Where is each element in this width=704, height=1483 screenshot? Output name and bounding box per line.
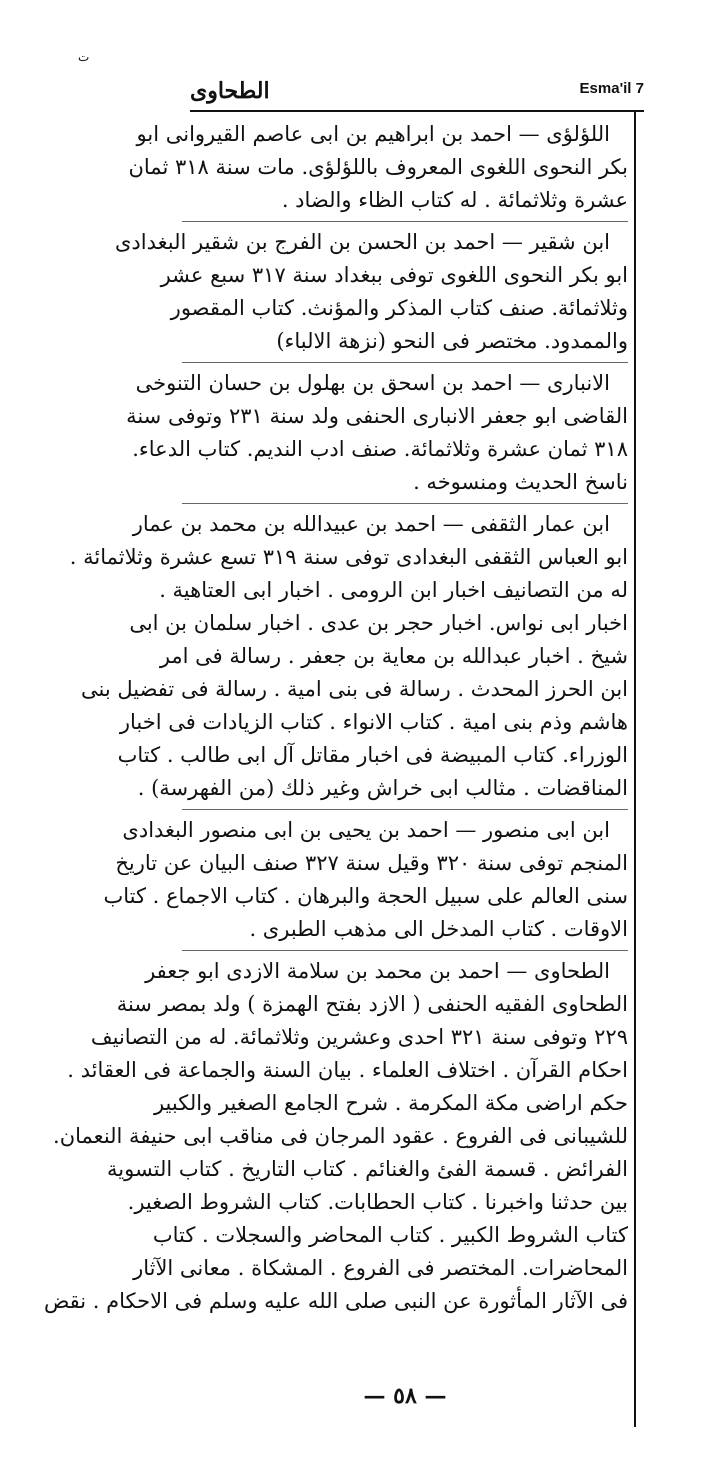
entry-line: حكم اراضى مكة المكرمة . شرح الجامع الصغير والكبير (153, 1091, 628, 1115)
entry-line: ابن الحرز المحدث . رسالة فى بنى امية . رسالة فى تفضيل بنى (81, 677, 628, 701)
entry-line: الطحاوى — احمد بن محمد بن سلامة الازدى ابو جعفر (145, 959, 610, 983)
entry-line: له من التصانيف اخبار ابن الرومى . اخبار ابى العتاهية . (159, 578, 628, 602)
entry-line: ابو العباس الثقفى البغدادى توفى سنة ٣١٩ تسع عشرة وثلاثمائة . (69, 545, 628, 569)
entry-divider (182, 950, 628, 951)
entry-line: المناقضات . مثالب ابى خراش وغير ذلك (من الفهرسة) . (137, 776, 628, 800)
entry-line: ٢٢٩ وتوفى سنة ٣٢١ احدى وعشرين وثلاثمائة. له من التصانيف (90, 1025, 628, 1049)
corner-mark: ت (78, 50, 90, 64)
entry-line: للشيبانى فى الفروع . عقود المرجان فى مناقب ابى حنيفة النعمان. (53, 1124, 628, 1148)
entry (128, 118, 628, 217)
entry-line: ابن ابى منصور — احمد بن يحيى بن ابى منصور البغدادى (122, 818, 610, 842)
entry-line: بكر النحوى اللغوى المعروف باللؤلؤى. مات سنة ٣١٨ ثمان (128, 155, 628, 179)
entry-line: كتاب الشروط الكبير . كتاب المحاضر والسجلات . كتاب (152, 1223, 628, 1247)
entry-line: الانبارى — احمد بن اسحق بن بهلول بن حسان التنوخى (135, 371, 610, 395)
entry-line: الفرائض . قسمة الفئ والغنائم . كتاب التاريخ . كتاب التسوية (107, 1157, 628, 1181)
entry-line: عشرة وثلاثمائة . له كتاب الظاء والضاد . (281, 188, 628, 212)
entry-line: ٣١٨ ثمان عشرة وثلاثمائة. صنف ادب النديم. كتاب الدعاء. (132, 437, 628, 461)
entry (43, 955, 628, 1318)
entry-line: ابو بكر النحوى اللغوى توفى ببغداد سنة ٣١٧ سبع عشر (160, 263, 628, 287)
entry (126, 367, 628, 499)
entry-line: المنجم توفى سنة ٣٢٠ وقيل سنة ٣٢٧ صنف البيان عن تاريخ (115, 851, 628, 875)
entry-line: الاوقات . كتاب المدخل الى مذهب الطبرى . (249, 917, 628, 941)
entry-line: شيخ . اخبار عبدالله بن معاية بن جعفر . رسالة فى امر (159, 644, 628, 668)
entry-line: اللؤلؤى — احمد بن ابراهيم بن ابى عاصم القيروانى ابو (136, 122, 610, 146)
entry-line: القاضى ابو جعفر الانبارى الحنفى ولد سنة ٢٣١ وتوفى سنة (126, 404, 628, 428)
entry-line: المحاضرات. المختصر فى الفروع . المشكاة . معانى الآثار (133, 1256, 628, 1280)
page-body (43, 118, 628, 1318)
header-title: الطحاوى (190, 78, 270, 104)
entry-line: احكام القرآن . اختلاف العلماء . بيان السنة والجماعة فى العقائد . (67, 1058, 628, 1082)
running-header (190, 72, 644, 108)
entry-line: ابن شقير — احمد بن الحسن بن الفرج بن شقير البغدادى (114, 230, 610, 254)
entry (114, 226, 628, 358)
header-code: Esma'il 7 (579, 80, 644, 97)
entry-divider (182, 809, 628, 810)
header-rule (190, 110, 644, 112)
entry-line: اخبار ابى نواس. اخبار حجر بن عدى . اخبار سلمان بن ابى (129, 611, 628, 635)
entry-line: الوزراء. كتاب المبيضة فى اخبار مقاتل آل ابى طالب . كتاب (117, 743, 628, 767)
entry-line: ابن عمار الثقفى — احمد بن عبيدالله بن محمد بن عمار (132, 512, 610, 536)
entry-divider (182, 503, 628, 504)
entry-line: ناسخ الحديث ومنسوخه . (413, 470, 628, 494)
column-rule (634, 112, 636, 1427)
entry-divider (182, 221, 628, 222)
page-number: — ٥٨ — (363, 1383, 447, 1409)
entry-line: بين حدثنا واخبرنا . كتاب الحطابات. كتاب الشروط الصغير. (127, 1190, 628, 1214)
entry-line: سنى العالم على سبيل الحجة والبرهان . كتاب الاجماع . كتاب (103, 884, 628, 908)
entry-line: وثلاثمائة. صنف كتاب المذكر والمؤنث. كتاب المقصور (170, 296, 628, 320)
entry (69, 508, 628, 805)
entry-line: الطحاوى الفقيه الحنفى ( الازد بفتح الهمزة ) ولد بمصر سنة (116, 992, 628, 1016)
entry-line: هاشم وذم بنى امية . كتاب الانواء . كتاب الزيادات فى اخبار (119, 710, 628, 734)
entry-divider (182, 362, 628, 363)
entry-line: والممدود. مختصر فى النحو (نزهة الالباء) (276, 329, 628, 353)
entry (103, 814, 628, 946)
entry-line: فى الآثار المأثورة عن النبى صلى الله عليه وسلم فى الاحكام . نقض (43, 1289, 628, 1313)
